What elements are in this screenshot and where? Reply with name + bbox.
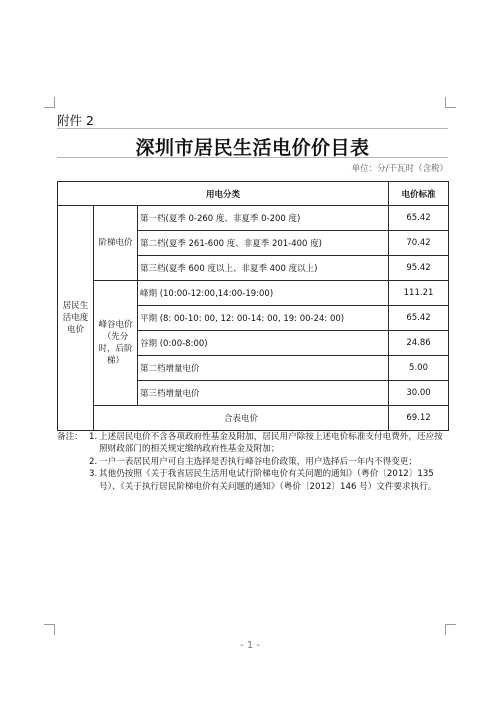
tier-label: 阶梯电价 bbox=[94, 206, 138, 281]
note-text: 上述居民电价不含各项政府性基金及附加，居民用户除按上述电价标准支付电费外，还应按照财政部门的相关规定缴纳政府性基金及附加； bbox=[99, 432, 443, 455]
price-table bbox=[57, 181, 449, 431]
note-item bbox=[57, 468, 448, 493]
combined-label: 合表电价 bbox=[94, 406, 389, 431]
note-text: 一户一表居民用户可自主选择是否执行峰谷电价政策，用户选择后一年内不得变更； bbox=[99, 456, 417, 467]
page-title: 深圳市居民生活电价价目表 bbox=[135, 137, 370, 159]
crop-mark-bottom-left bbox=[44, 624, 55, 635]
note-number: 2. bbox=[89, 456, 98, 467]
header-price: 电价标准 bbox=[389, 182, 449, 206]
note-item bbox=[57, 431, 448, 456]
tier-row-label: 第二档(夏季 261-600 度、非夏季 201-400 度) bbox=[138, 231, 389, 256]
tou-row-price: 65.42 bbox=[389, 306, 449, 331]
tou-row-price: 24.86 bbox=[389, 331, 449, 356]
attachment-label: 附件 2 bbox=[57, 113, 94, 128]
tier-row-price: 65.42 bbox=[389, 206, 449, 231]
crop-mark-top-left bbox=[44, 97, 55, 108]
note-number: 3. bbox=[89, 469, 98, 480]
tier-row-price: 95.42 bbox=[389, 256, 449, 281]
tou-row-price: 5.00 bbox=[389, 356, 449, 381]
tier-row-label: 第三档(夏季 600 度以上、非夏季 400 度以上) bbox=[138, 256, 389, 281]
combined-price: 69.12 bbox=[389, 406, 449, 431]
tou-label: 峰谷电价（先分时，后阶梯） bbox=[94, 281, 138, 406]
crop-mark-top-right bbox=[445, 97, 456, 108]
divider-title bbox=[57, 157, 448, 158]
tier-row-label: 第一档(夏季 0-260 度、非夏季 0-200 度) bbox=[138, 206, 389, 231]
notes-section bbox=[57, 431, 448, 493]
tou-row-label: 第三档增量电价 bbox=[138, 381, 389, 406]
tou-row-price: 111.21 bbox=[389, 281, 449, 306]
tou-row-label: 第二档增量电价 bbox=[138, 356, 389, 381]
note-item bbox=[57, 456, 448, 468]
tou-row-label: 谷期 (0:00-8:00) bbox=[138, 331, 389, 356]
crop-mark-bottom-right bbox=[445, 624, 456, 635]
tier-row-price: 70.42 bbox=[389, 231, 449, 256]
tou-row-price: 30.00 bbox=[389, 381, 449, 406]
tou-row-label: 峰期 (10:00-12:00,14:00-19:00) bbox=[138, 281, 389, 306]
group-label: 居民生活电度电价 bbox=[58, 206, 94, 431]
note-text: 其他仍按照《关于我省居民生活用电试行阶梯电价有关问题的通知》（粤价〔2012〕135 号）、《关于执行居民阶梯电价有关问题的通知》（粤价〔2012〕146 号）文件要求执行。 bbox=[99, 469, 437, 492]
tou-row-label: 平期 (8: 00-10: 00, 12: 00-14: 00, 19: 00-24: 00) bbox=[138, 306, 389, 331]
divider-top bbox=[57, 128, 448, 129]
unit-label: 单位：分/千瓦时（含税） bbox=[351, 164, 448, 174]
page-number: - 1 - bbox=[240, 640, 260, 651]
note-number: 1. bbox=[89, 432, 98, 442]
header-category: 用电分类 bbox=[58, 182, 389, 206]
notes-label: 备注： bbox=[57, 432, 83, 442]
